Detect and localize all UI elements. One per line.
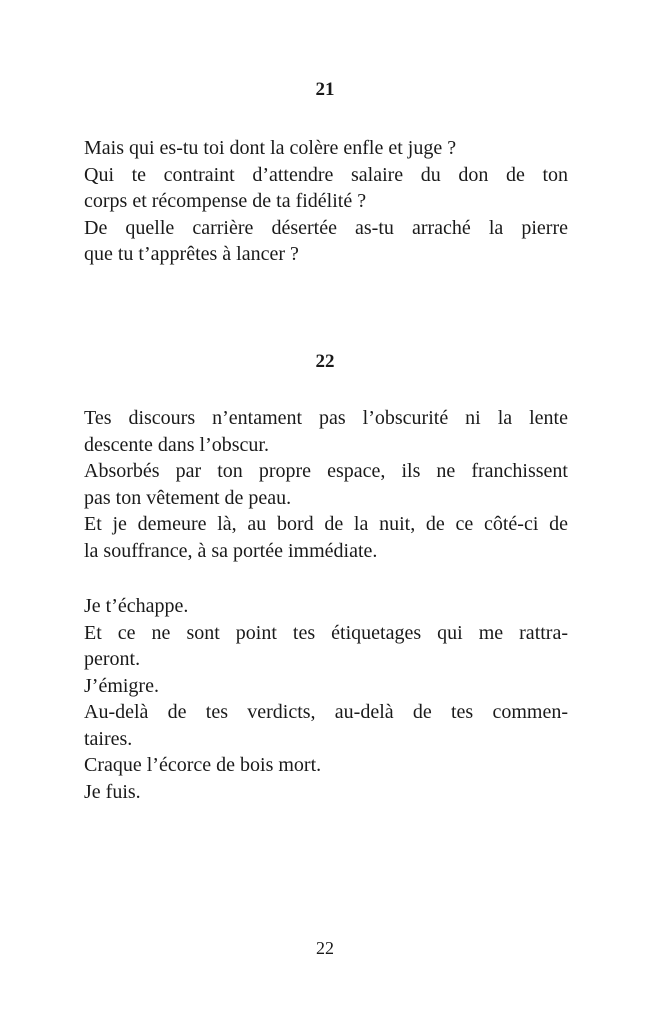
poem-line: Tes discours n’entament pas l’obscurité ni la lente — [84, 407, 568, 429]
section-number-21: 21 — [315, 79, 335, 100]
poem-section-21 — [84, 135, 568, 268]
poem-line: pas ton vêtement de peau. — [84, 486, 292, 509]
poem-section-22-stanza-2 — [84, 593, 568, 805]
poem-line: Et ce ne sont point tes étiquetages qui me rattra- — [84, 621, 568, 644]
page-number: 22 — [316, 938, 334, 958]
poem-line: Au-delà de tes verdicts, au-delà de tes commen- — [84, 701, 568, 723]
poem-section-22-stanza-1 — [84, 405, 568, 564]
poem-line: Et je demeure là, au bord de la nuit, de ce côté-ci de — [84, 513, 568, 535]
poem-line: la souffrance, à sa portée immédiate. — [84, 539, 378, 562]
poem-line: Absorbés par ton propre espace, ils ne franchissent — [84, 460, 568, 482]
poem-line: Mais qui es-tu toi dont la colère enfle et juge ? — [84, 137, 457, 159]
poem-line: Je t’échappe. — [84, 595, 189, 617]
poem-line: taires. — [84, 727, 133, 750]
poem-line: J’émigre. — [84, 674, 159, 697]
poem-line: Qui te contraint d’attendre salaire du don de ton — [84, 163, 568, 186]
poem-line: que tu t’apprêtes à lancer ? — [84, 243, 299, 265]
poem-line: corps et récompense de ta fidélité ? — [84, 190, 367, 212]
poem-line: Craque l’écorce de bois mort. — [84, 754, 322, 776]
poem-line: Je fuis. — [84, 780, 141, 803]
poem-line: peront. — [84, 648, 141, 670]
poem-line: descente dans l’obscur. — [84, 433, 269, 456]
poem-line: De quelle carrière désertée as-tu arraché la pierre — [84, 216, 568, 239]
section-number-22: 22 — [315, 351, 335, 372]
